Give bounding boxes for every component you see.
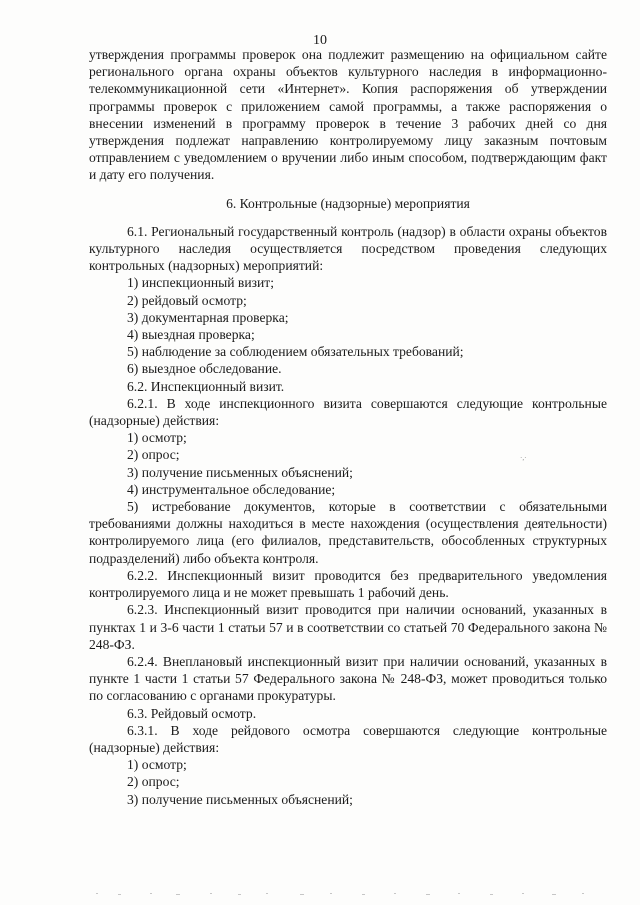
paragraph-6-2: 6.2. Инспекционный визит.: [127, 378, 285, 394]
list-item: 3) получение письменных объяснений;: [127, 464, 353, 480]
list-item: 6) выездное обследование.: [127, 361, 282, 377]
document-body: [89, 46, 607, 808]
list-item: 4) выездная проверка;: [127, 327, 255, 343]
list-item: 2) опрос;: [127, 774, 180, 790]
paragraph-6-3: 6.3. Рейдовый осмотр.: [127, 705, 257, 721]
intro-paragraph: утверждения программы проверок она подлежит размещению на официальном сайте регионального органа охраны объектов культурного наследия в информационно-телекоммуникационной сети «Интернет». Копия распоряжения об утверждении программы проверок с приложением самой программы, а также распоряжения о внесении изменений в программу проверок в течение 3 рабочих дней со дня утверждения подлежат направлению контролируемому лицу заказным почтовым отправлением с уведомлением о вручении либо иным способом, подтверждающим факт и дату его получения.: [89, 47, 607, 183]
paragraph-6-1: 6.1. Региональный государственный контроль (надзор) в области охраны объектов культурного наследия осуществляется посредством проведения следующих контрольных (надзорных) мероприятий:: [89, 223, 607, 274]
paragraph-6-2-2: 6.2.2. Инспекционный визит проводится без предварительного уведомления контролируемого лица и не может превышать 1 рабочий день.: [89, 567, 607, 601]
page-number: 10: [313, 33, 327, 48]
list-item: 3) документарная проверка;: [127, 309, 289, 325]
paragraph-6-2-4: 6.2.4. Внеплановый инспекционный визит при наличии оснований, указанных в пункте 1 части 1 статьи 57 Федерального закона № 248-ФЗ, может проводиться только по согласованию с органами прокуратуры.: [89, 653, 607, 704]
scan-noise-specks: [0, 885, 640, 905]
list-item: 2) опрос;: [127, 447, 180, 463]
section-heading: 6. Контрольные (надзорные) мероприятия: [226, 195, 470, 211]
paragraph-6-2-3: 6.2.3. Инспекционный визит проводится при наличии оснований, указанных в пунктах 1 и 3-6 части 1 статьи 57 и в соответствии со статьей 70 Федерального закона № 248-ФЗ.: [89, 602, 607, 652]
scan-mark: ·,·: [520, 454, 527, 462]
list-item: 1) осмотр;: [127, 757, 187, 773]
list-item-long: 5) истребование документов, которые в соответствии с обязательными требованиями должны находиться в месте нахождения (осуществления деятельности) контролируемого лица (его филиалов, представительств, обособленных структурных подразделений) либо объекта контроля.: [89, 499, 607, 566]
list-item: 3) получение письменных объяснений;: [127, 791, 353, 807]
list-item: 1) инспекционный визит;: [127, 275, 274, 291]
paragraph-6-2-1: 6.2.1. В ходе инспекционного визита совершаются следующие контрольные (надзорные) действия:: [89, 395, 607, 429]
list-item: 2) рейдовый осмотр;: [127, 292, 247, 308]
list-item: 1) осмотр;: [127, 430, 187, 446]
list-item: 4) инструментальное обследование;: [127, 481, 336, 497]
list-item: 5) наблюдение за соблюдением обязательных требований;: [127, 344, 464, 360]
paragraph-6-3-1: 6.3.1. В ходе рейдового осмотра совершаются следующие контрольные (надзорные) действия:: [89, 722, 607, 755]
